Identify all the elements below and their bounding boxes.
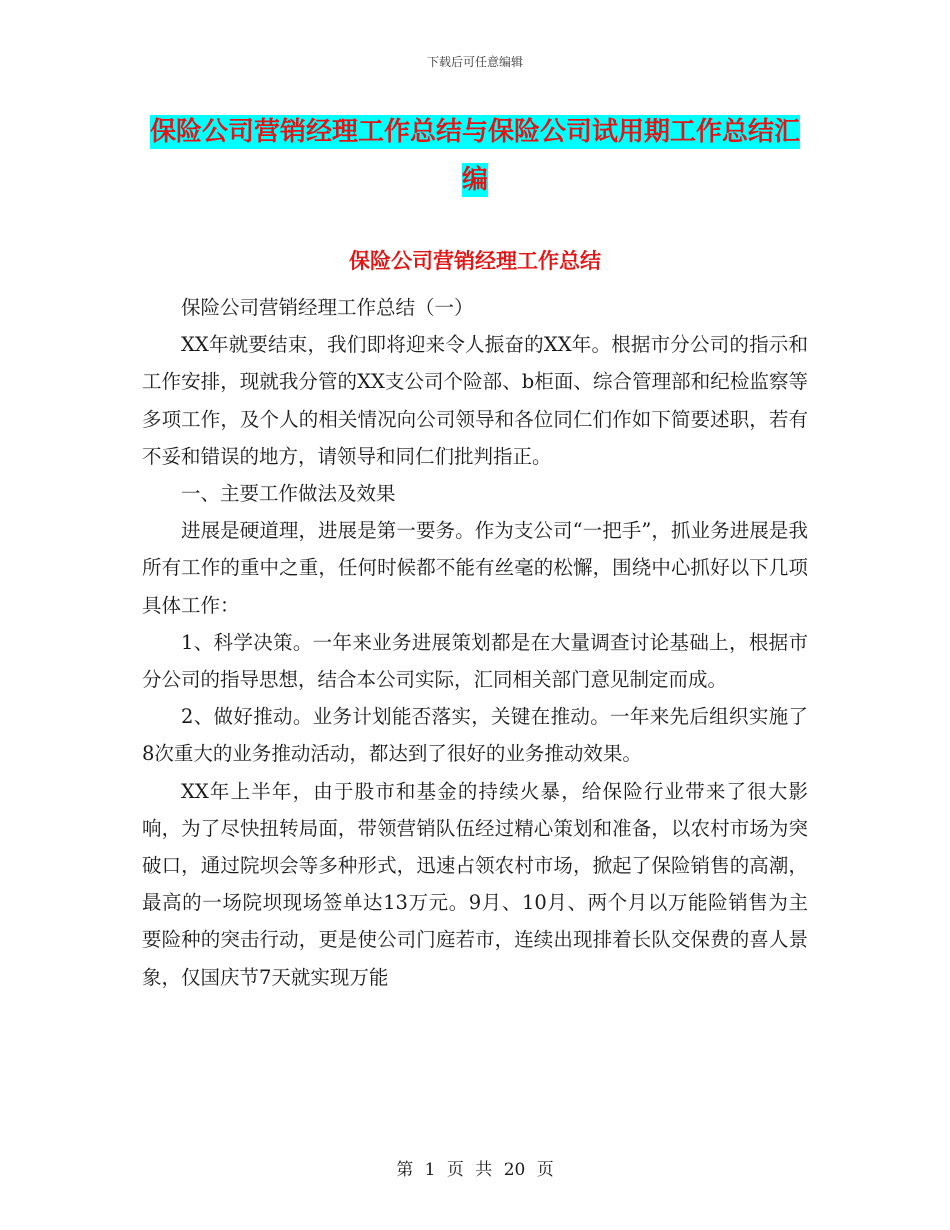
paragraph-heading: 一、主要工作做法及效果 [181,482,396,506]
paragraph-subtitle: 保险公司营销经理工作总结（一） [181,296,474,319]
paragraph: 1、科学决策。一年来业务进展策划都是在大量调查讨论基础上，根据市分公司的指导思想，结合本公司实际，汇同相关部门意见制定而成。 [142,630,808,692]
paragraph: XX年上半年，由于股市和基金的持续火暴，给保险行业带来了很大影响，为了尽快扭转局面，带领营销队伍经过精心策划和准备，以农村市场为突破口，通过院坝会等多种形式，迅速占领农村市场，掀起了保险销售的高潮，最高的一场院坝现场签单达13万元。9月、10月、两个月以万能险销售为主要险种的突击行动，更是使公司门庭若市，连续出现排着长队交保费的喜人景象，仅国庆节7天就实现万能 [142,779,808,989]
paragraph: 进展是硬道理，进展是第一要务。作为支公司“一把手”，抓业务进展是我所有工作的重中之重，任何时候都不能有丝毫的松懈，围绕中心抓好以下几项具体工作： [142,519,808,617]
header-note: 下载后可任意编辑 [426,55,523,69]
document-title [142,108,808,204]
section-title: 保险公司营销经理工作总结 [349,249,601,273]
paragraph: 2、做好推动。业务计划能否落实，关键在推动。一年来先后组织实施了8次重大的业务推动活动，都达到了很好的业务推动效果。 [142,705,808,766]
paragraph: XX年就要结束，我们即将迎来令人振奋的XX年。根据市分公司的指示和工作安排，现就我分管的XX支公司个险部、b柜面、综合管理部和纪检监察等多项工作，及个人的相关情况向公司领导和各位同仁们作如下简要述职，若有不妥和错误的地方，请领导和同仁们批判指正。 [142,333,808,468]
document-title-text: 保险公司营销经理工作总结与保险公司试用期工作总结汇编 [149,117,800,195]
page-footer: 第 1 页 共 20 页 [396,1160,554,1180]
document-body [142,289,808,996]
